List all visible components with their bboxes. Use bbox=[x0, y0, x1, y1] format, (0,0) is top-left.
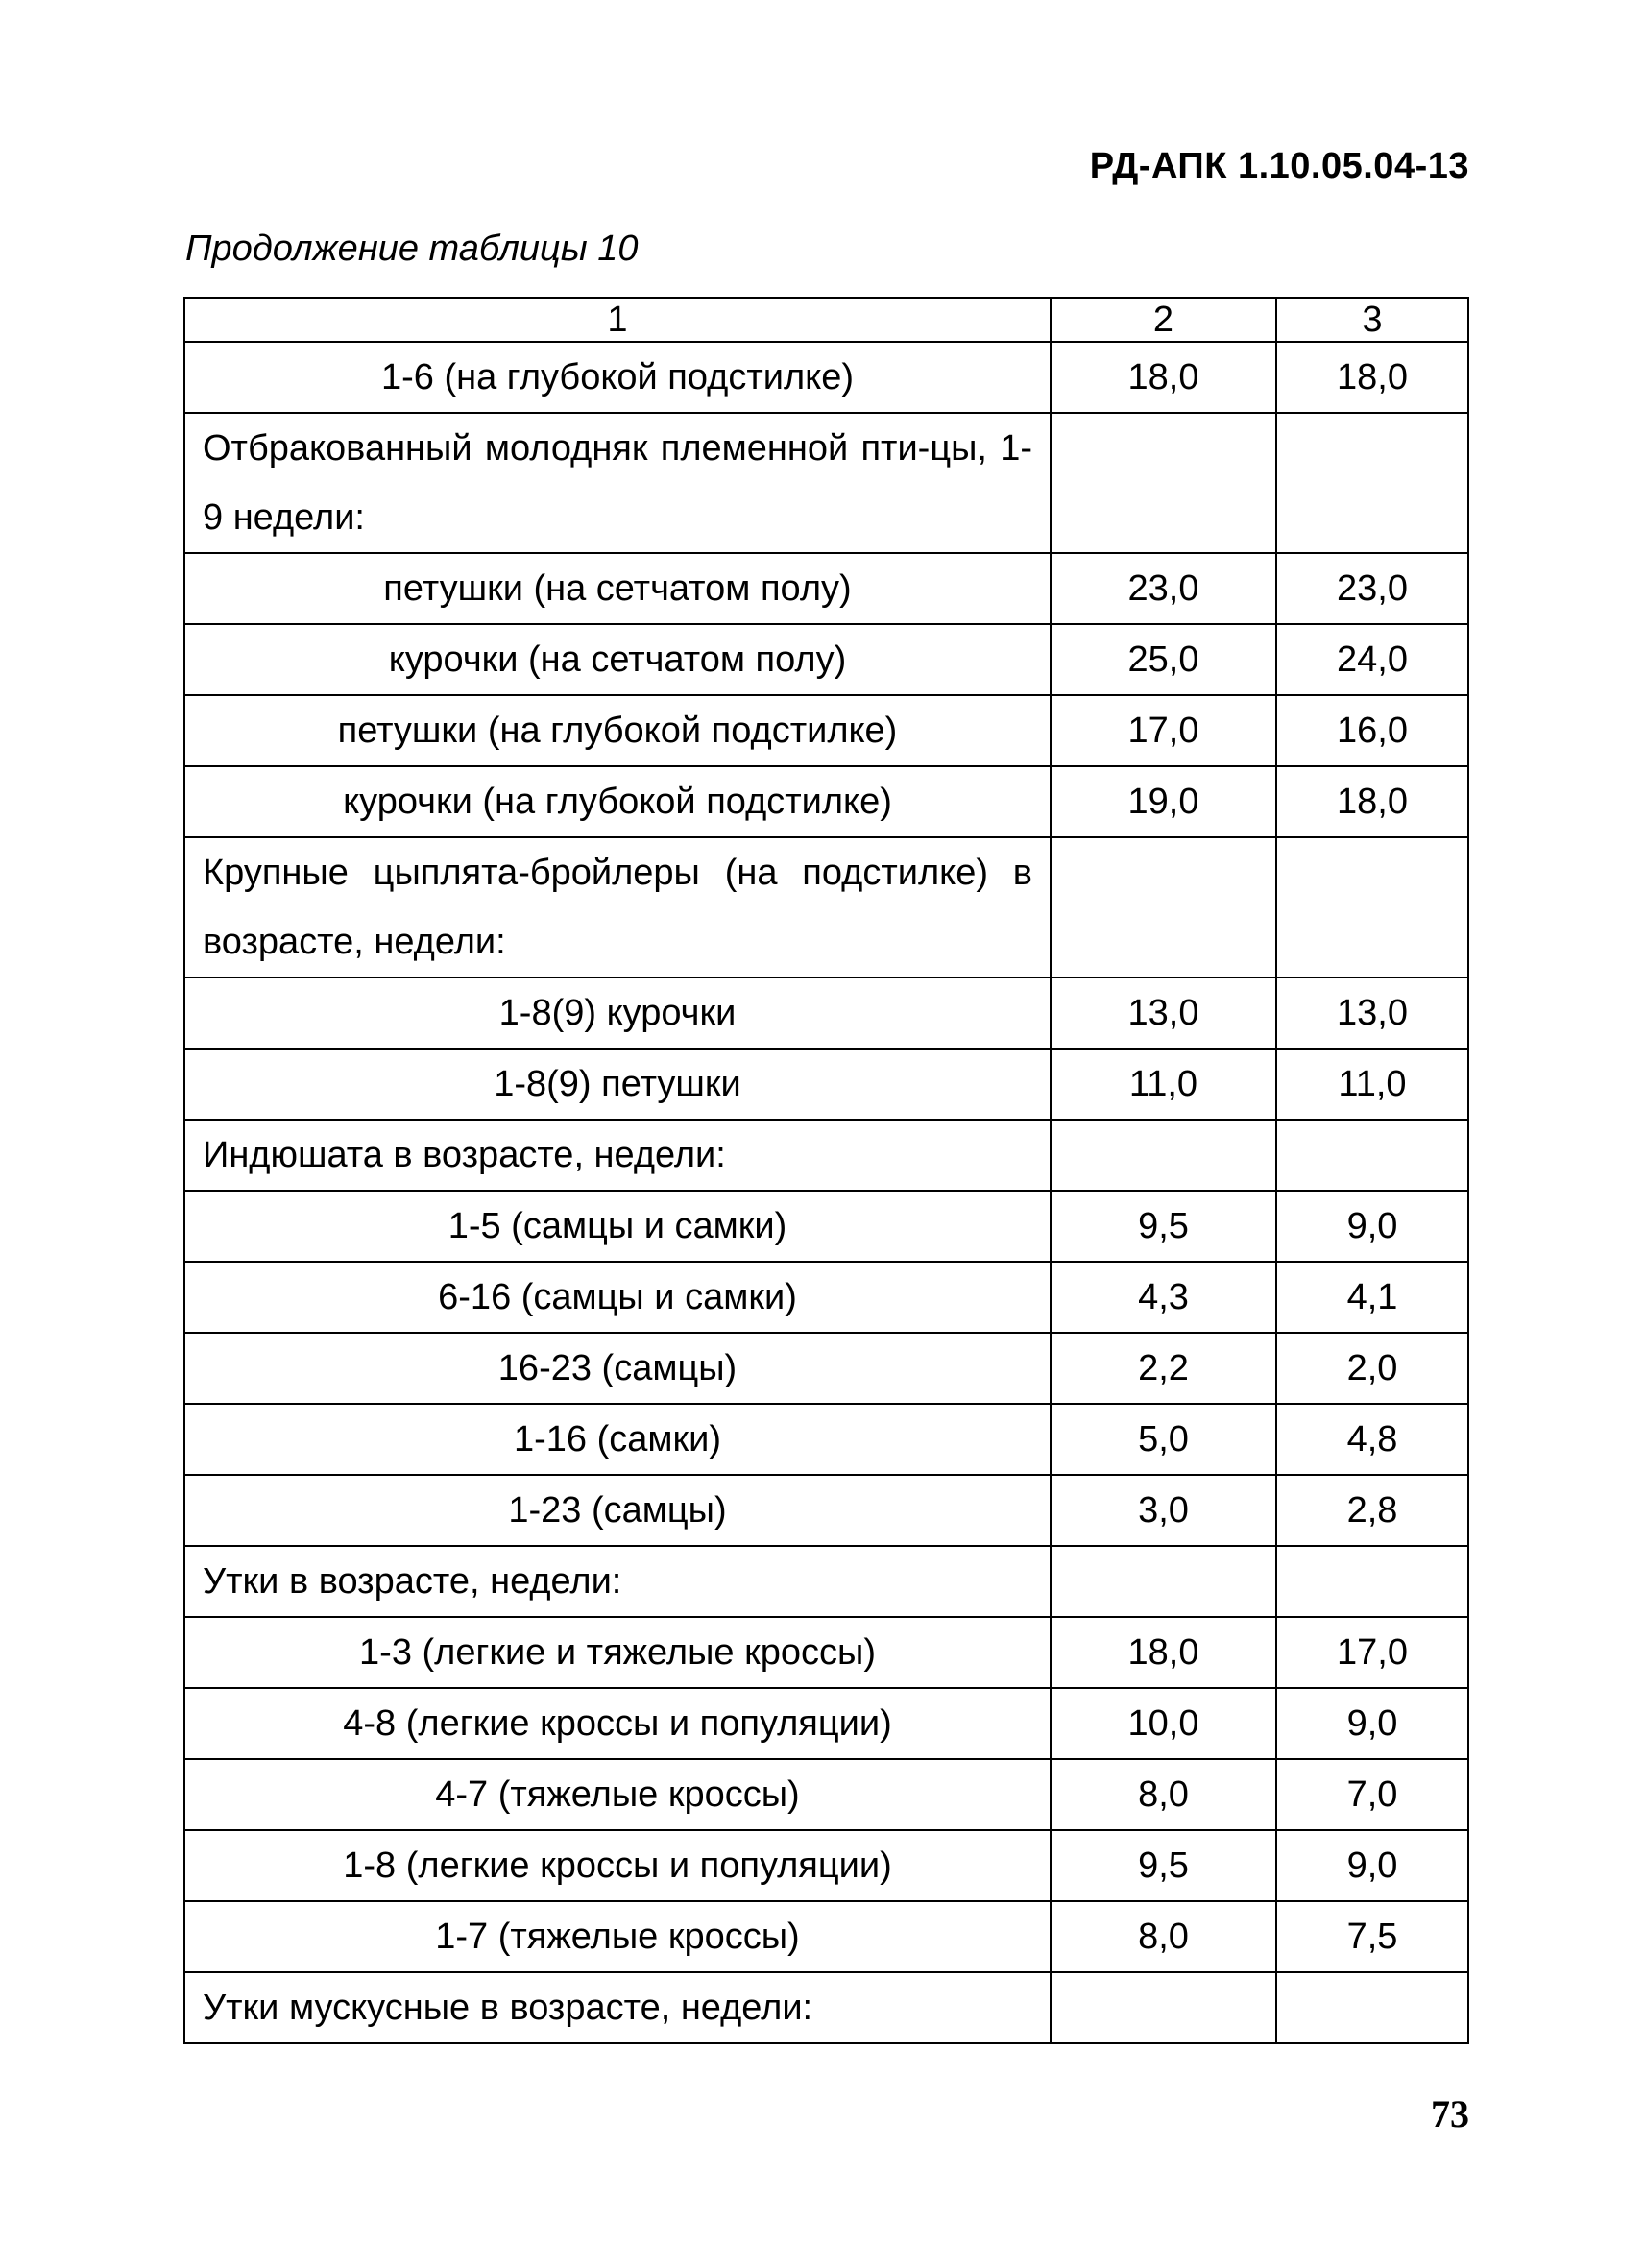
value-col-3 bbox=[1276, 413, 1468, 553]
value-col-3: 2,8 bbox=[1276, 1475, 1468, 1546]
value-col-3: 13,0 bbox=[1276, 977, 1468, 1049]
value-col-2 bbox=[1051, 1972, 1276, 2043]
table-row bbox=[184, 1475, 1468, 1546]
table-row bbox=[184, 977, 1468, 1049]
row-label: 1-8(9) курочки bbox=[184, 977, 1051, 1049]
column-header-1: 1 bbox=[184, 298, 1051, 342]
value-col-2: 3,0 bbox=[1051, 1475, 1276, 1546]
table-row bbox=[184, 1617, 1468, 1688]
table-row bbox=[184, 1688, 1468, 1759]
value-col-2: 2,2 bbox=[1051, 1333, 1276, 1404]
value-col-2: 23,0 bbox=[1051, 553, 1276, 624]
value-col-3: 18,0 bbox=[1276, 342, 1468, 413]
value-col-2: 5,0 bbox=[1051, 1404, 1276, 1475]
table-row bbox=[184, 766, 1468, 837]
row-label: курочки (на глубокой подстилке) bbox=[184, 766, 1051, 837]
table-row bbox=[184, 1049, 1468, 1120]
value-col-3: 2,0 bbox=[1276, 1333, 1468, 1404]
table-row bbox=[184, 837, 1468, 977]
table-row bbox=[184, 1546, 1468, 1617]
table-row bbox=[184, 1972, 1468, 2043]
row-label: 4-8 (легкие кроссы и популяции) bbox=[184, 1688, 1051, 1759]
value-col-2: 9,5 bbox=[1051, 1830, 1276, 1901]
value-col-2: 8,0 bbox=[1051, 1901, 1276, 1972]
value-col-3: 4,8 bbox=[1276, 1404, 1468, 1475]
table-row bbox=[184, 1120, 1468, 1191]
value-col-2 bbox=[1051, 413, 1276, 553]
row-label: петушки (на глубокой подстилке) bbox=[184, 695, 1051, 766]
table-row bbox=[184, 342, 1468, 413]
value-col-2: 4,3 bbox=[1051, 1262, 1276, 1333]
value-col-2 bbox=[1051, 837, 1276, 977]
value-col-3 bbox=[1276, 837, 1468, 977]
row-label: 16-23 (самцы) bbox=[184, 1333, 1051, 1404]
value-col-2: 10,0 bbox=[1051, 1688, 1276, 1759]
row-label: 1-3 (легкие и тяжелые кроссы) bbox=[184, 1617, 1051, 1688]
table-row bbox=[184, 1759, 1468, 1830]
row-label: 1-8 (легкие кроссы и популяции) bbox=[184, 1830, 1051, 1901]
value-col-2: 13,0 bbox=[1051, 977, 1276, 1049]
value-col-3: 9,0 bbox=[1276, 1830, 1468, 1901]
row-label: 1-6 (на глубокой подстилке) bbox=[184, 342, 1051, 413]
value-col-2: 9,5 bbox=[1051, 1191, 1276, 1262]
document-code: РД-АПК 1.10.05.04-13 bbox=[1089, 146, 1469, 186]
data-table bbox=[183, 297, 1469, 2044]
row-label: Индюшата в возрасте, недели: bbox=[184, 1120, 1051, 1191]
row-label: петушки (на сетчатом полу) bbox=[184, 553, 1051, 624]
value-col-3: 16,0 bbox=[1276, 695, 1468, 766]
row-label: 4-7 (тяжелые кроссы) bbox=[184, 1759, 1051, 1830]
value-col-3 bbox=[1276, 1120, 1468, 1191]
table-row bbox=[184, 695, 1468, 766]
value-col-3: 9,0 bbox=[1276, 1688, 1468, 1759]
value-col-2 bbox=[1051, 1120, 1276, 1191]
column-header-2: 2 bbox=[1051, 298, 1276, 342]
row-label: Утки в возрасте, недели: bbox=[184, 1546, 1051, 1617]
table-row bbox=[184, 1333, 1468, 1404]
row-label: 1-5 (самцы и самки) bbox=[184, 1191, 1051, 1262]
value-col-3: 11,0 bbox=[1276, 1049, 1468, 1120]
value-col-2: 18,0 bbox=[1051, 342, 1276, 413]
value-col-3: 17,0 bbox=[1276, 1617, 1468, 1688]
table-row bbox=[184, 1901, 1468, 1972]
page-number: 73 bbox=[1431, 2092, 1469, 2135]
row-label: Отбракованный молодняк племенной пти-цы, 1-9 недели: bbox=[184, 413, 1051, 553]
table-header-row bbox=[184, 298, 1468, 342]
value-col-3 bbox=[1276, 1972, 1468, 2043]
value-col-3: 7,0 bbox=[1276, 1759, 1468, 1830]
value-col-2: 17,0 bbox=[1051, 695, 1276, 766]
row-label: 1-16 (самки) bbox=[184, 1404, 1051, 1475]
value-col-3: 24,0 bbox=[1276, 624, 1468, 695]
table-row bbox=[184, 413, 1468, 553]
row-label: 1-23 (самцы) bbox=[184, 1475, 1051, 1546]
table-row bbox=[184, 1191, 1468, 1262]
column-header-3: 3 bbox=[1276, 298, 1468, 342]
value-col-3: 18,0 bbox=[1276, 766, 1468, 837]
value-col-2 bbox=[1051, 1546, 1276, 1617]
row-label: курочки (на сетчатом полу) bbox=[184, 624, 1051, 695]
row-label: Крупные цыплята-бройлеры (на подстилке) в возрасте, недели: bbox=[184, 837, 1051, 977]
table-continuation-caption: Продолжение таблицы 10 bbox=[185, 229, 639, 269]
value-col-3: 7,5 bbox=[1276, 1901, 1468, 1972]
value-col-2: 18,0 bbox=[1051, 1617, 1276, 1688]
table-row bbox=[184, 1830, 1468, 1901]
value-col-3: 4,1 bbox=[1276, 1262, 1468, 1333]
row-label: Утки мускусные в возрасте, недели: bbox=[184, 1972, 1051, 2043]
value-col-2: 19,0 bbox=[1051, 766, 1276, 837]
value-col-2: 25,0 bbox=[1051, 624, 1276, 695]
value-col-3 bbox=[1276, 1546, 1468, 1617]
table-row bbox=[184, 1262, 1468, 1333]
row-label: 6-16 (самцы и самки) bbox=[184, 1262, 1051, 1333]
value-col-2: 11,0 bbox=[1051, 1049, 1276, 1120]
table-row bbox=[184, 624, 1468, 695]
table-row bbox=[184, 1404, 1468, 1475]
row-label: 1-7 (тяжелые кроссы) bbox=[184, 1901, 1051, 1972]
row-label: 1-8(9) петушки bbox=[184, 1049, 1051, 1120]
table-row bbox=[184, 553, 1468, 624]
value-col-3: 23,0 bbox=[1276, 553, 1468, 624]
value-col-3: 9,0 bbox=[1276, 1191, 1468, 1262]
value-col-2: 8,0 bbox=[1051, 1759, 1276, 1830]
